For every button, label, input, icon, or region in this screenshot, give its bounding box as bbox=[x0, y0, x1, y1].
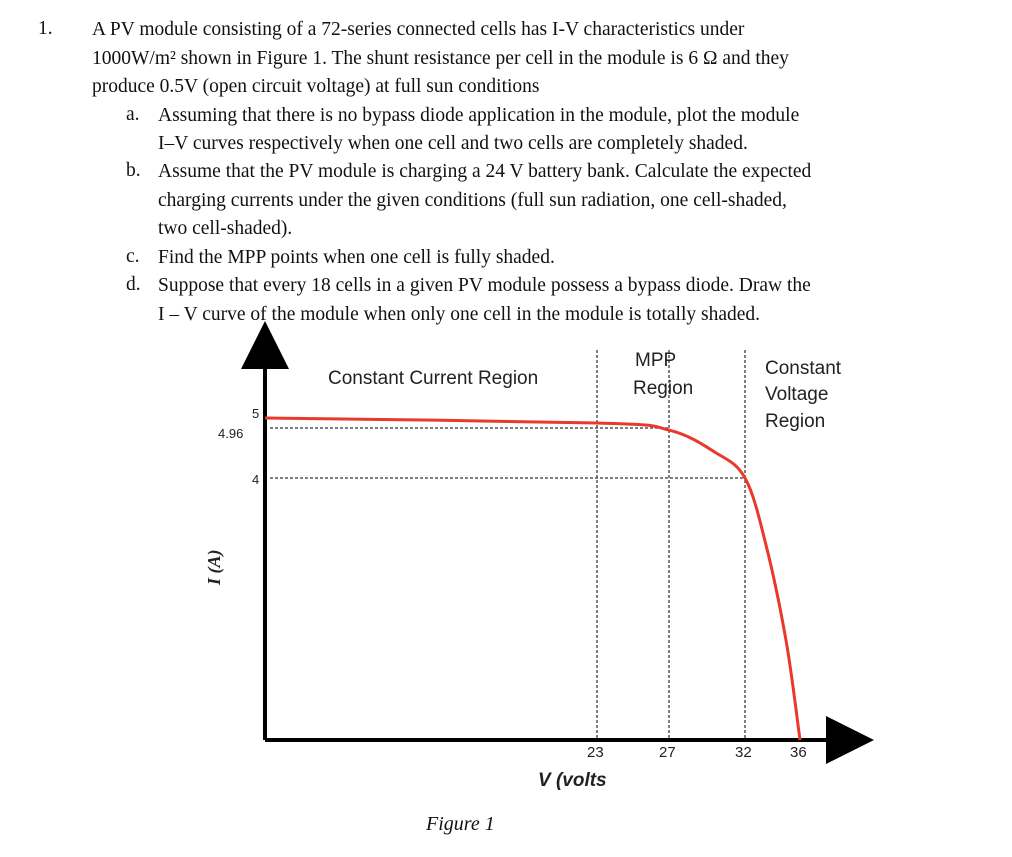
part-b-line-3: two cell-shaded). bbox=[158, 218, 293, 239]
x-tick-label: 27 bbox=[659, 744, 676, 761]
x-tick-labels bbox=[587, 744, 807, 761]
part-a-line-1: Assuming that there is no bypass diode application in the module, plot the module bbox=[158, 105, 800, 126]
part-b-label: b. bbox=[126, 160, 141, 181]
question-stem-line-1: A PV module consisting of a 72-series connected cells has I-V characteristics under bbox=[92, 19, 745, 40]
y-axis-label: I (A) bbox=[204, 549, 224, 585]
part-a-label: a. bbox=[126, 104, 140, 125]
reference-lines bbox=[270, 350, 745, 738]
y-tick-label: 4.96 bbox=[218, 426, 244, 441]
part-b-line-2: charging currents under the given conditions (full sun radiation, one cell-shaded, bbox=[158, 190, 787, 211]
x-axis-label: V (volts bbox=[538, 770, 607, 791]
constant-voltage-region-label-line-2: Voltage bbox=[765, 384, 829, 405]
x-tick-label: 23 bbox=[587, 744, 604, 761]
mpp-region-label-line-1: MPP bbox=[635, 350, 677, 371]
y-tick-label: 4 bbox=[252, 472, 260, 487]
part-c-label: c. bbox=[126, 246, 140, 267]
question-number: 1. bbox=[38, 18, 53, 39]
y-tick-labels bbox=[218, 406, 259, 487]
iv-curve-line bbox=[265, 418, 800, 740]
figure-caption: Figure 1 bbox=[426, 813, 495, 835]
constant-voltage-region-label-line-1: Constant bbox=[765, 358, 842, 379]
constant-current-region-label: Constant Current Region bbox=[328, 368, 539, 389]
part-d-line-2: I – V curve of the module when only one cell in the module is totally shaded. bbox=[158, 304, 761, 325]
x-tick-label: 36 bbox=[790, 744, 807, 761]
part-d-line-1: Suppose that every 18 cells in a given PV module possess a bypass diode. Draw the bbox=[158, 275, 811, 296]
x-tick-label: 32 bbox=[735, 744, 752, 761]
part-c-line-1: Find the MPP points when one cell is fully shaded. bbox=[158, 247, 555, 268]
part-d-label: d. bbox=[126, 274, 141, 295]
constant-voltage-region-label-line-3: Region bbox=[765, 411, 826, 432]
part-b-line-1: Assume that the PV module is charging a 24 V battery bank. Calculate the expected bbox=[158, 161, 812, 182]
question-stem-line-3: produce 0.5V (open circuit voltage) at full sun conditions bbox=[92, 76, 540, 97]
y-tick-label: 5 bbox=[252, 406, 260, 421]
part-a-line-2: I–V curves respectively when one cell and two cells are completely shaded. bbox=[158, 133, 748, 154]
question-stem-line-2: 1000W/m² shown in Figure 1. The shunt resistance per cell in the module is 6 Ω and they bbox=[92, 48, 789, 69]
mpp-region-label-line-2: Region bbox=[633, 378, 694, 399]
